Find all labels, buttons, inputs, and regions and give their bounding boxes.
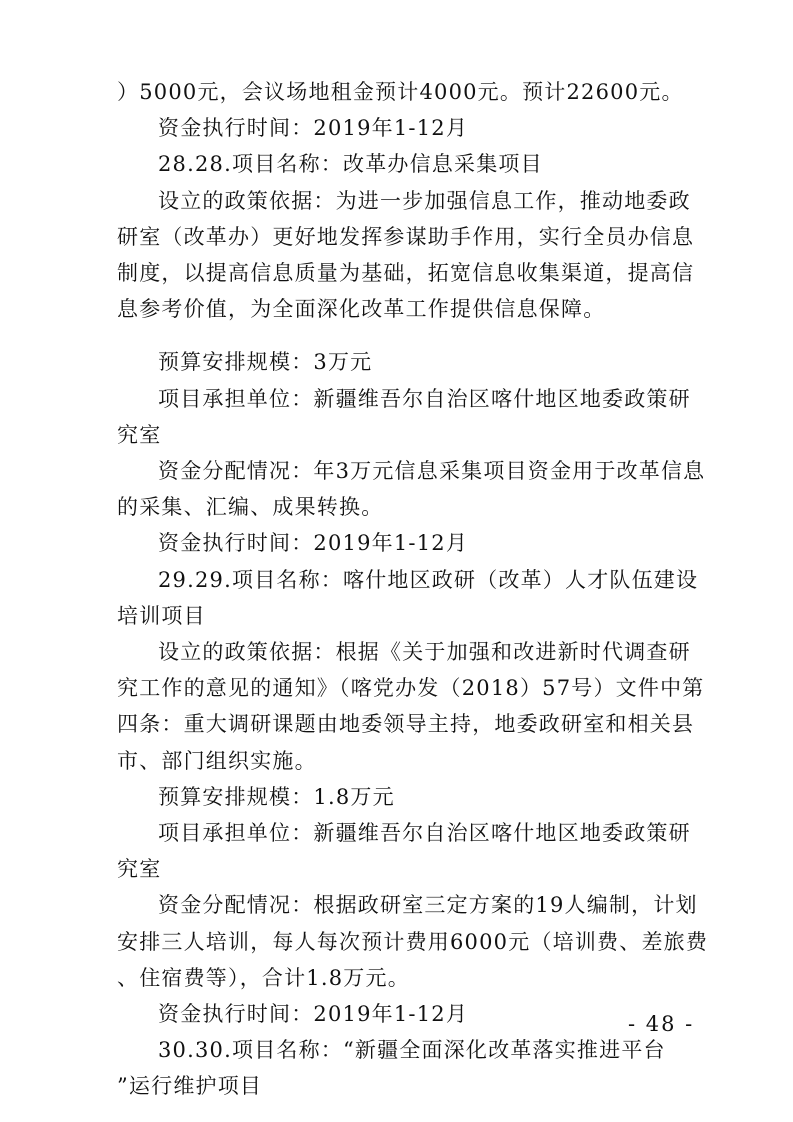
- text-line: 资金分配情况：根据政研室三定方案的19人编制，计划: [158, 893, 698, 918]
- text-line: 资金分配情况：年3万元信息采集项目资金用于改革信息: [158, 459, 706, 483]
- text-line: 究室: [117, 857, 162, 882]
- text-line: 培训项目: [117, 603, 206, 628]
- text-line: 、住宿费等），合计1.8万元。: [117, 965, 410, 990]
- text-line: 30.30.项目名称：“新疆全面深化改革落实推进平台: [158, 1038, 666, 1063]
- text-line: 项目承担单位：新疆维吾尔自治区喀什地区地委政策研: [158, 386, 691, 411]
- text-line: 设立的政策依据：为进一步加强信息工作，推动地委政: [158, 188, 691, 213]
- text-line: 究室: [117, 422, 162, 447]
- text-line: 资金执行时间：2019年1-12月: [158, 116, 469, 141]
- text-line: 预算安排规模：1.8万元: [158, 784, 395, 809]
- text-line: 28.28.项目名称：改革办信息采集项目: [158, 152, 543, 177]
- text-line: 息参考价值，为全面深化改革工作提供信息保障。: [117, 297, 606, 322]
- text-line: 制度，以提高信息质量为基础，拓宽信息收集渠道，提高信: [117, 261, 695, 285]
- text-line: 预算安排规模：3万元: [158, 350, 373, 375]
- text-line: 项目承担单位：新疆维吾尔自治区喀什地区地委政策研: [158, 821, 691, 845]
- text-line: 29.29.项目名称：喀什地区政研（改革）人才队伍建设: [158, 567, 699, 592]
- text-line: ”运行维护项目: [117, 1074, 263, 1099]
- text-line: ）5000元，会议场地租金预计4000元。预计22600元。: [117, 80, 684, 104]
- text-line: 市、部门组织实施。: [117, 748, 317, 773]
- text-line: 的采集、汇编、成果转换。: [117, 495, 384, 520]
- page-number: - 48 -: [628, 1012, 695, 1036]
- text-line: 安排三人培训，每人每次预计费用6000元（培训费、差旅费: [117, 929, 709, 954]
- text-line: 资金执行时间：2019年1-12月: [158, 531, 469, 556]
- text-line: 究工作的意见的通知》（喀党办发（2018）57号）文件中第: [117, 676, 705, 701]
- text-line: 资金执行时间：2019年1-12月: [158, 1002, 469, 1026]
- text-line: 研室（改革办）更好地发挥参谋助手作用，实行全员办信息: [117, 224, 695, 249]
- text-line: 四条：重大调研课题由地委领导主持，地委政研室和相关县: [117, 712, 695, 737]
- text-line: 设立的政策依据：根据《关于加强和改进新时代调查研: [158, 640, 691, 664]
